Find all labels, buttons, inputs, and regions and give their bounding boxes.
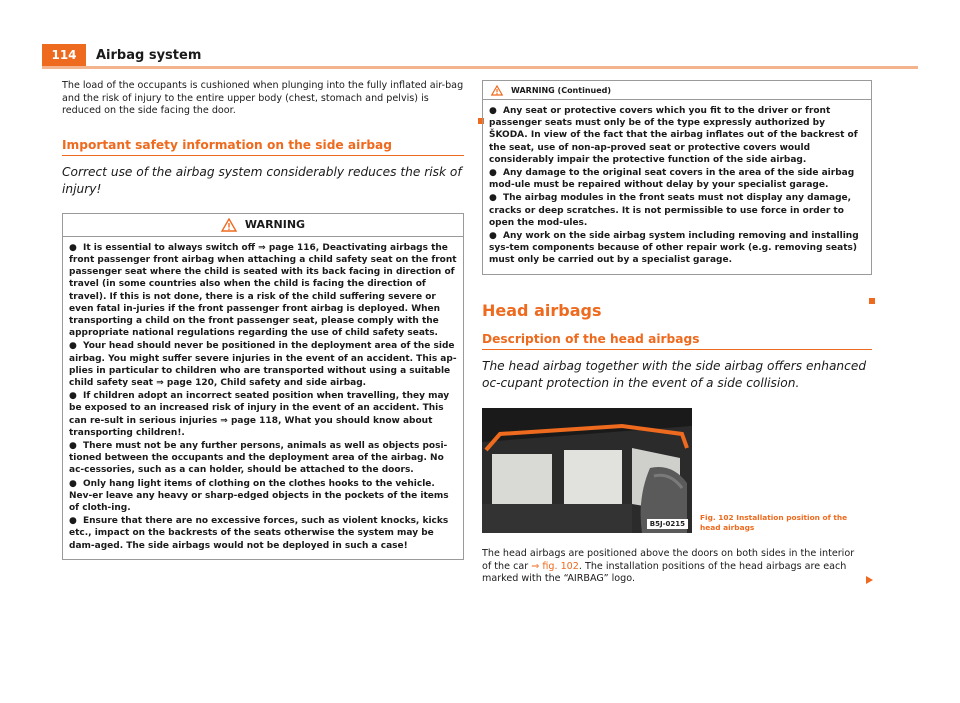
sub-heading: Description of the head airbags: [482, 331, 700, 346]
warning-item: ● Any damage to the original seat covers in the area of the side airbag mod-ule must be repaired without delay by your specialist garage.: [489, 168, 855, 191]
chapter-title: Airbag system: [96, 47, 202, 63]
warning-item: ● Only hang light items of clothing on the clothes hooks to the vehicle. Nev-er leave any heavy or sharp-edged objects in the pockets of the items of cloth-ing.: [69, 478, 449, 514]
warning-title-row: [483, 81, 871, 99]
warning-box: [62, 213, 464, 560]
triangle-right-icon: [866, 576, 873, 584]
page-header: [42, 44, 201, 66]
warning-list: [63, 237, 463, 559]
warning-title: WARNING: [244, 218, 306, 232]
warning-item: ● It is essential to always switch off ⇒ page 116, Deactivating airbags the front passenger front airbag when attaching a child safety seat on the front passenger seat where the child is seated with its back facing in direction of travel (in some countries also when the child is facing the direction of travel). If this is not done, there is a risk of the child suffering severe or even fatal in-juries if the front passenger front airbag is deployed. When transporting a child on the front passenger seat, please comply with the appropriate national regulations regarding the use of child safety seats.: [69, 242, 457, 339]
head-airbag-description: The head airbags are positioned above the doors on both sides in the interior of the car ⇒ fig. 102. The installation positions of the head airbags are each marked with the “AIRBAG” logo.: [482, 548, 855, 585]
figure-head-airbags: [482, 408, 692, 533]
end-square-icon: [869, 298, 875, 304]
page-number: 114: [42, 44, 86, 66]
warning-item: ● Any seat or protective covers which you fit to the driver or front passenger seats must only be of the type expressly authorized by ŠKODA. In view of the fact that the airbag inflates out of the backrest of the seat, use of non-ap-proved seat or protective covers would considerably impair the protective function of the side airbag.: [489, 106, 858, 165]
left-column: [62, 80, 464, 560]
main-heading: Head airbags: [482, 300, 602, 320]
warning-item: ● Any work on the side airbag system including removing and installing sys-tem components because of other repair work (e.g. removing seats) must only be carried out by a specialist garage.: [489, 231, 859, 266]
section-intro: Correct use of the airbag system considerably reduces the risk of injury!: [62, 164, 462, 197]
figure-code: B5J-0215: [647, 519, 688, 529]
sub-intro: The head airbag together with the side airbag offers enhanced oc-cupant protection in the event of a side collision.: [482, 358, 867, 391]
figure-caption: Fig. 102 Installation position of the head airbags: [700, 513, 848, 532]
right-column: [482, 80, 872, 393]
header-rule: [42, 66, 918, 69]
intro-paragraph: The load of the occupants is cushioned when plunging into the fully inflated air-bag and the risk of injury to the entire upper body (chest, stomach and pelvis) is reduced on the side facing the door.: [62, 80, 464, 117]
warning-title: WARNING (Continued): [511, 85, 612, 95]
warning-item: ● If children adopt an incorrect seated position when travelling, they may be exposed to an increased risk of injury in the event of an accident. This can re-sult in serious injuries ⇒ page 118, What you should know about transporting children!.: [69, 391, 450, 438]
figure-reference-link[interactable]: ⇒ fig. 102: [531, 560, 579, 572]
warning-item: ● The airbag modules in the front seats must not display any damage, cracks or deep scratches. It is not permissible to use force in order to open the mod-ules.: [489, 193, 852, 228]
warning-list: [483, 100, 871, 274]
warning-title-row: [63, 214, 463, 236]
warning-item: ● Your head should never be positioned in the deployment area of the side airbag. You might suffer severe injuries in the event of an accident. This ap-plies in particular to children who are transported without using a suitable child safety seat ⇒ page 120, Child safety and side airbag.: [69, 341, 457, 389]
warning-box-continued: [482, 80, 872, 275]
section-heading: Important safety information on the side airbag: [62, 137, 393, 152]
warning-item: ● Ensure that there are no excessive forces, such as violent knocks, kicks etc., impact on the backrests of the seats otherwise the system may be dam-aged. The side airbags would not be deployed in such a case!: [69, 516, 449, 551]
car-interior-image: [482, 408, 692, 533]
warning-triangle-icon: [221, 218, 237, 232]
warning-triangle-icon: [491, 85, 503, 96]
warning-item: ● There must not be any further persons, animals as well as objects posi-tioned between the occupants and the deployment area of the airbag. No ac-cessories, such as a can holder, should be attached to the doors.: [69, 441, 448, 476]
